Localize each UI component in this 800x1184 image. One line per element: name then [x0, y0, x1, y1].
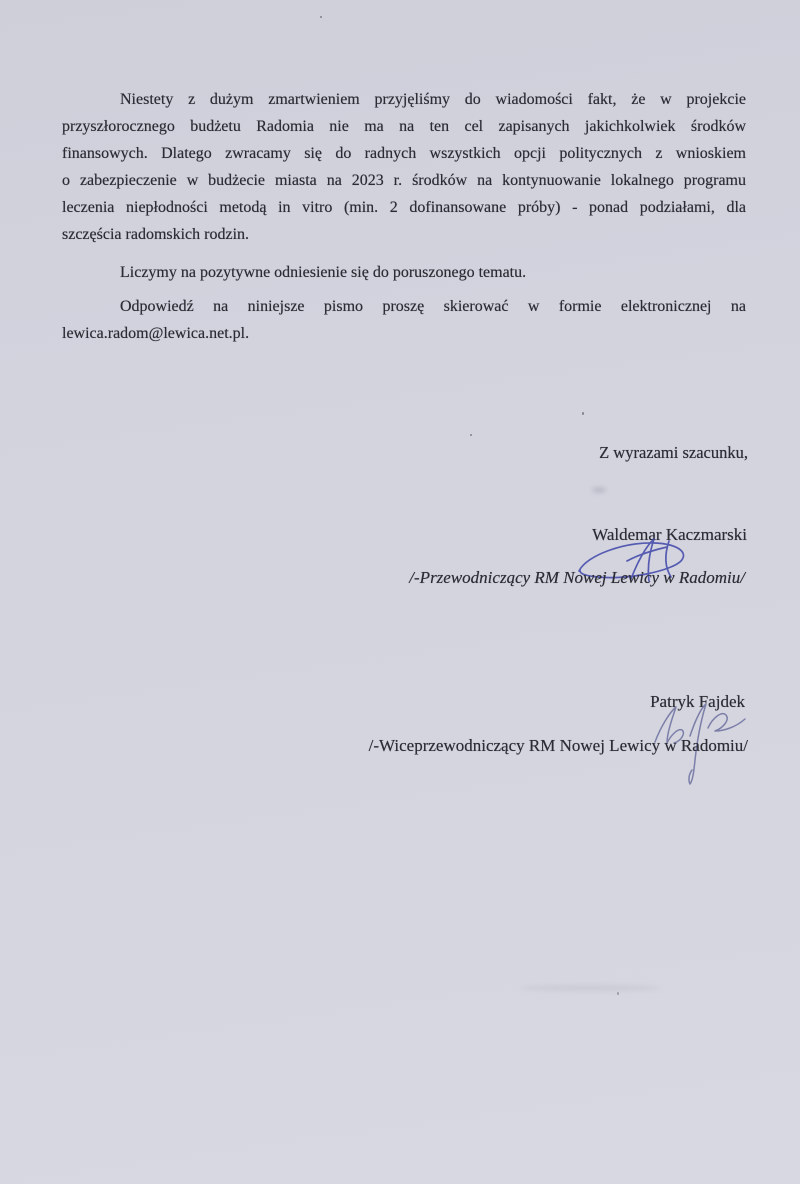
body-line: Odpowiedź na niniejsze pismo proszę skierować w formie elektronicznej na [120, 298, 746, 315]
body-line: szczęścia radomskich rodzin. [62, 226, 250, 243]
scan-speck [320, 16, 322, 18]
scan-speck [470, 434, 472, 436]
signatory-name-fajdek: Patryk Fajdek [650, 692, 745, 711]
body-line: leczenia niepłodności metodą in vitro (min. 2 dofinansowane próby) - ponad podziałami, dla [62, 199, 746, 216]
scan-smudge [592, 487, 606, 493]
scan-speck [617, 992, 619, 995]
signatory-title-kaczmarski: /-Przewodniczący RM Nowej Lewicy w Radomiu/ [409, 568, 745, 587]
signatory-title-fajdek: /-Wiceprzewodniczący RM Nowej Lewicy w Radomiu/ [368, 736, 748, 755]
closing-salutation: Z wyrazami szacunku, [599, 443, 748, 462]
body-line: przyszłorocznego budżetu Radomia nie ma na ten cel zapisanych jakichkolwiek środków [62, 118, 746, 135]
paragraph-reply-request [62, 293, 746, 347]
paragraph-budget-request [62, 86, 746, 248]
email-address: lewica.radom@lewica.net.pl. [62, 325, 250, 342]
scan-speck [582, 412, 584, 415]
body-line: finansowych. Dlatego zwracamy się do radnych wszystkich opcji politycznych z wnioskiem [62, 145, 746, 162]
paragraph-hope [62, 259, 746, 286]
letter-body [62, 86, 746, 347]
body-line: o zabezpieczenie w budżecie miasta na 2023 r. środków na kontynuowanie lokalnego programu [62, 172, 746, 189]
body-line: Niestety z dużym zmartwieniem przyjęliśmy do wiadomości fakt, że w projekcie [120, 91, 746, 108]
scan-smudge [520, 985, 660, 991]
signatory-name-kaczmarski: Waldemar Kaczmarski [592, 525, 747, 544]
body-line: Liczymy na pozytywne odniesienie się do poruszonego tematu. [120, 264, 527, 281]
